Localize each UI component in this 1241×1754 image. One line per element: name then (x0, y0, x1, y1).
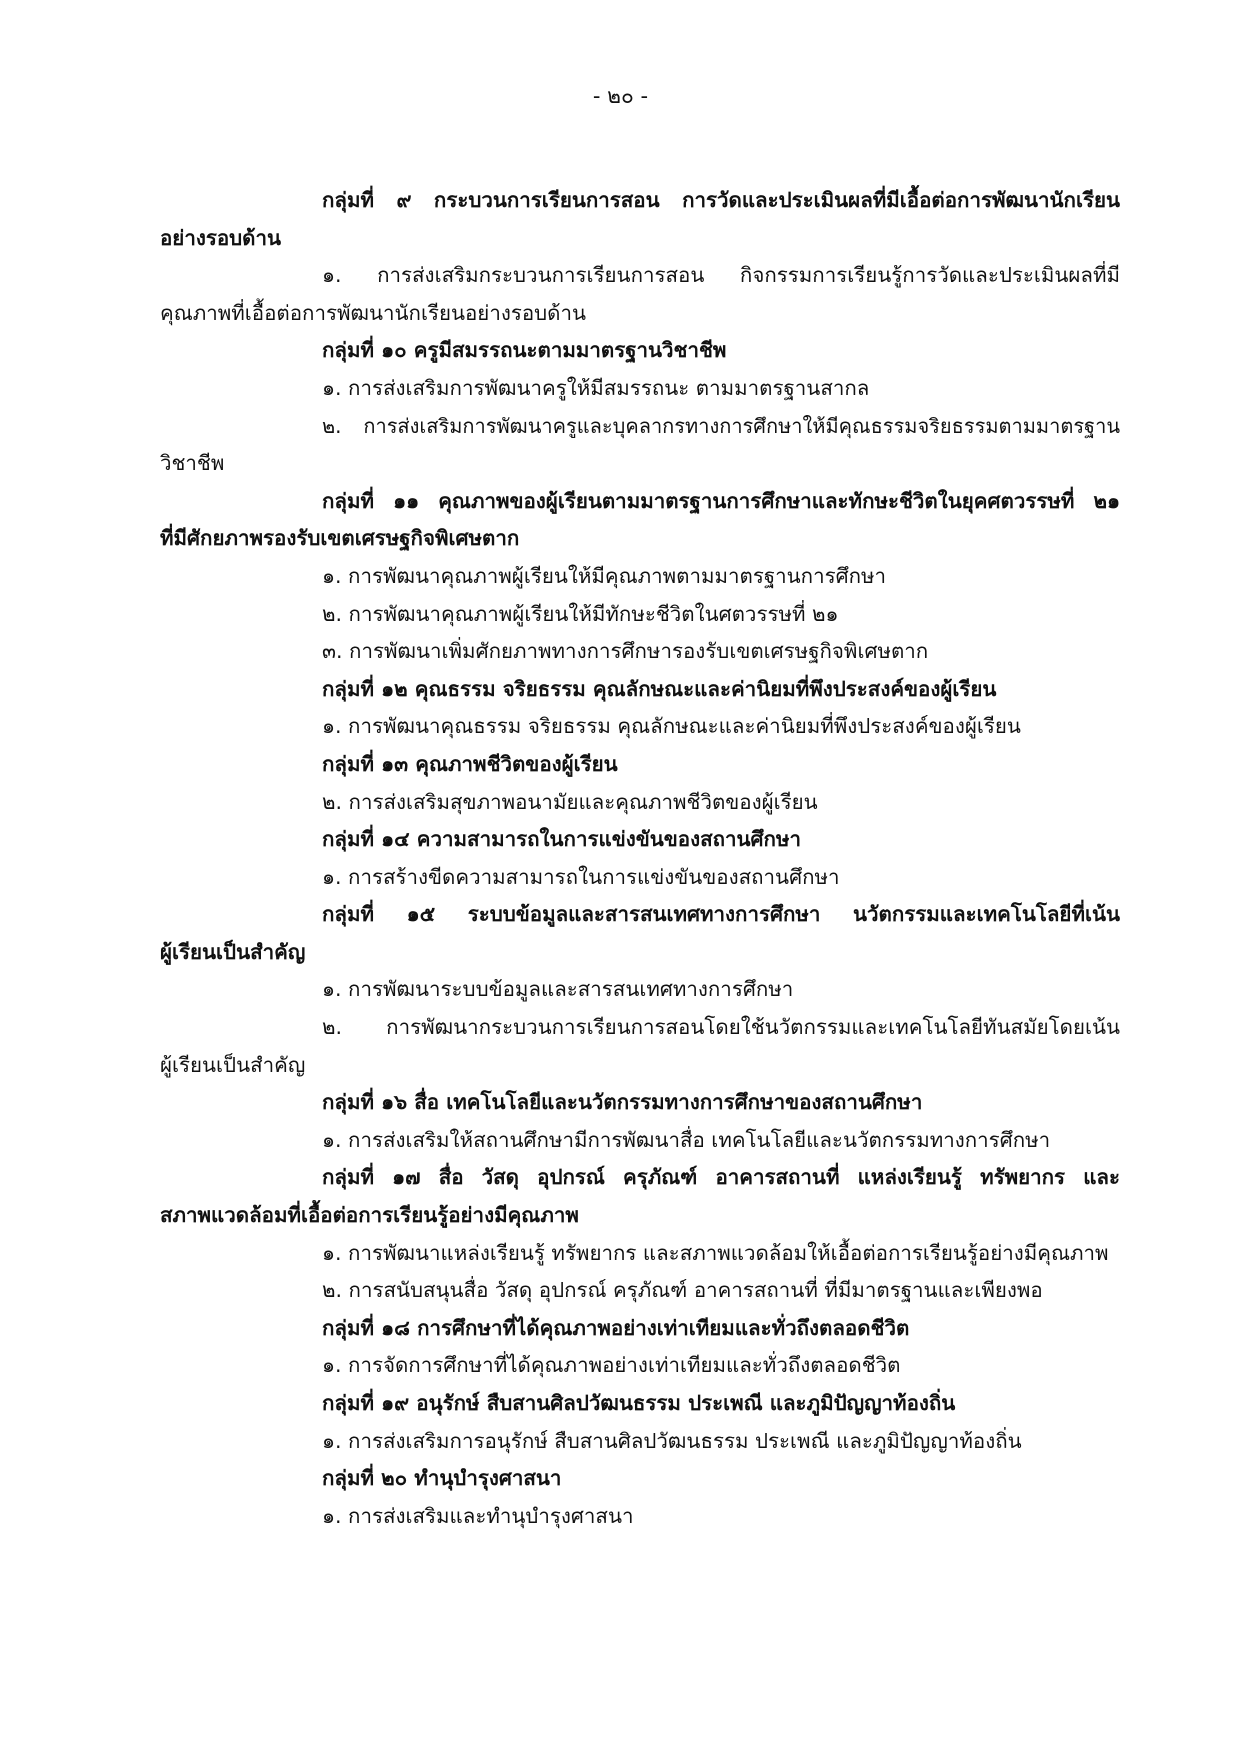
group-heading-line: ผู้เรียนเป็นสำคัญ (160, 939, 306, 964)
item-line: ๑. การจัดการศึกษาที่ได้คุณภาพอย่างเท่าเทียมและทั่วถึงตลอดชีวิต (322, 1353, 901, 1378)
group-heading-line: กลุ่มที่ ๑๐ ครูมีสมรรถนะตามมาตรฐานวิชาชีพ (322, 338, 727, 363)
group-heading-line: กลุ่มที่ ๑๑ คุณภาพของผู้เรียนตามมาตรฐานการศึกษาและทักษะชีวิตในยุคศตวรรษที่ ๒๑ (322, 488, 1120, 513)
item-line: ๑. การส่งเสริมการอนุรักษ์ สืบสานศิลปวัฒนธรรม ประเพณี และภูมิปัญญาท้องถิ่น (322, 1428, 1022, 1453)
group-heading-line: อย่างรอบด้าน (160, 225, 282, 250)
item-line: ผู้เรียนเป็นสำคัญ (160, 1052, 306, 1077)
group-heading-line: กลุ่มที่ ๑๓ คุณภาพชีวิตของผู้เรียน (322, 751, 618, 776)
item-line: ๑. การพัฒนาคุณภาพผู้เรียนให้มีคุณภาพตามมาตรฐานการศึกษา (322, 563, 887, 588)
item-line: ๒. การพัฒนากระบวนการเรียนการสอนโดยใช้นวัตกรรมและเทคโนโลยีทันสมัยโดยเน้น (322, 1015, 1120, 1040)
item-line: วิชาชีพ (160, 451, 225, 476)
item-line: ๑. การพัฒนาแหล่งเรียนรู้ ทรัพยากร และสภาพแวดล้อมให้เอื้อต่อการเรียนรู้อย่างมีคุณภาพ (322, 1240, 1109, 1265)
group-heading-line: กลุ่มที่ ๒๐ ทำนุบำรุงศาสนา (322, 1466, 562, 1491)
item-line: คุณภาพที่เอื้อต่อการพัฒนานักเรียนอย่างรอบด้าน (160, 300, 587, 325)
item-line: ๑. การส่งเสริมให้สถานศึกษามีการพัฒนาสื่อ เทคโนโลยีและนวัตกรรมทางการศึกษา (322, 1127, 1051, 1152)
item-line: ๑. การพัฒนาคุณธรรม จริยธรรม คุณลักษณะและค่านิยมที่พึงประสงค์ของผู้เรียน (322, 714, 1021, 739)
item-line: ๑. การส่งเสริมการพัฒนาครูให้มีสมรรถนะ ตามมาตรฐานสากล (322, 375, 870, 400)
group-heading-line: กลุ่มที่ ๑๔ ความสามารถในการแข่งขันของสถานศึกษา (322, 827, 801, 852)
item-line: ๒. การส่งเสริมสุขภาพอนามัยและคุณภาพชีวิตของผู้เรียน (322, 789, 818, 814)
group-heading-line: กลุ่มที่ ๑๕ ระบบข้อมูลและสารสนเทศทางการศึกษา นวัตกรรมและเทคโนโลยีที่เน้น (322, 902, 1120, 927)
group-heading-line: กลุ่มที่ ๑๘ การศึกษาที่ได้คุณภาพอย่างเท่าเทียมและทั่วถึงตลอดชีวิต (322, 1315, 910, 1340)
group-heading-line: กลุ่มที่ ๑๒ คุณธรรม จริยธรรม คุณลักษณะและค่านิยมที่พึงประสงค์ของผู้เรียน (322, 676, 997, 701)
group-heading-line: กลุ่มที่ ๑๖ สื่อ เทคโนโลยีและนวัตกรรมทางการศึกษาของสถานศึกษา (322, 1090, 923, 1115)
item-line: ๓. การพัฒนาเพิ่มศักยภาพทางการศึกษารองรับเขตเศรษฐกิจพิเศษตาก (322, 639, 929, 664)
item-line: ๑. การส่งเสริมและทำนุบำรุงศาสนา (322, 1503, 634, 1528)
group-heading-line: กลุ่มที่ ๙ กระบวนการเรียนการสอน การวัดและประเมินผลที่มีเอื้อต่อการพัฒนานักเรียน (322, 188, 1120, 212)
group-heading-line: กลุ่มที่ ๑๗ สื่อ วัสดุ อุปกรณ์ ครุภัณฑ์ อาคารสถานที่ แหล่งเรียนรู้ ทรัพยากร และ (322, 1165, 1120, 1190)
group-heading-line: กลุ่มที่ ๑๙ อนุรักษ์ สืบสานศิลปวัฒนธรรม ประเพณี และภูมิปัญญาท้องถิ่น (322, 1391, 956, 1415)
item-line: ๑. การพัฒนาระบบข้อมูลและสารสนเทศทางการศึกษา (322, 977, 794, 1002)
document-body (160, 182, 1120, 1535)
item-line: ๒. การพัฒนาคุณภาพผู้เรียนให้มีทักษะชีวิตในศตวรรษที่ ๒๑ (322, 601, 839, 626)
group-heading-line: ที่มีศักยภาพรองรับเขตเศรษฐกิจพิเศษตาก (160, 526, 520, 551)
item-line: ๒. การสนับสนุนสื่อ วัสดุ อุปกรณ์ ครุภัณฑ์ อาคารสถานที่ ที่มีมาตรฐานและเพียงพอ (322, 1278, 1043, 1303)
item-line: ๑. การสร้างขีดความสามารถในการแข่งขันของสถานศึกษา (322, 864, 840, 889)
item-line: ๒. การส่งเสริมการพัฒนาครูและบุคลากรทางการศึกษาให้มีคุณธรรมจริยธรรมตามมาตรฐาน (322, 413, 1120, 438)
page-number: - ๒๐ - (592, 84, 649, 108)
group-heading-line: สภาพแวดล้อมที่เอื้อต่อการเรียนรู้อย่างมีคุณภาพ (160, 1203, 579, 1228)
item-line: ๑. การส่งเสริมกระบวนการเรียนการสอน กิจกรรมการเรียนรู้การวัดและประเมินผลที่มี (322, 263, 1120, 288)
